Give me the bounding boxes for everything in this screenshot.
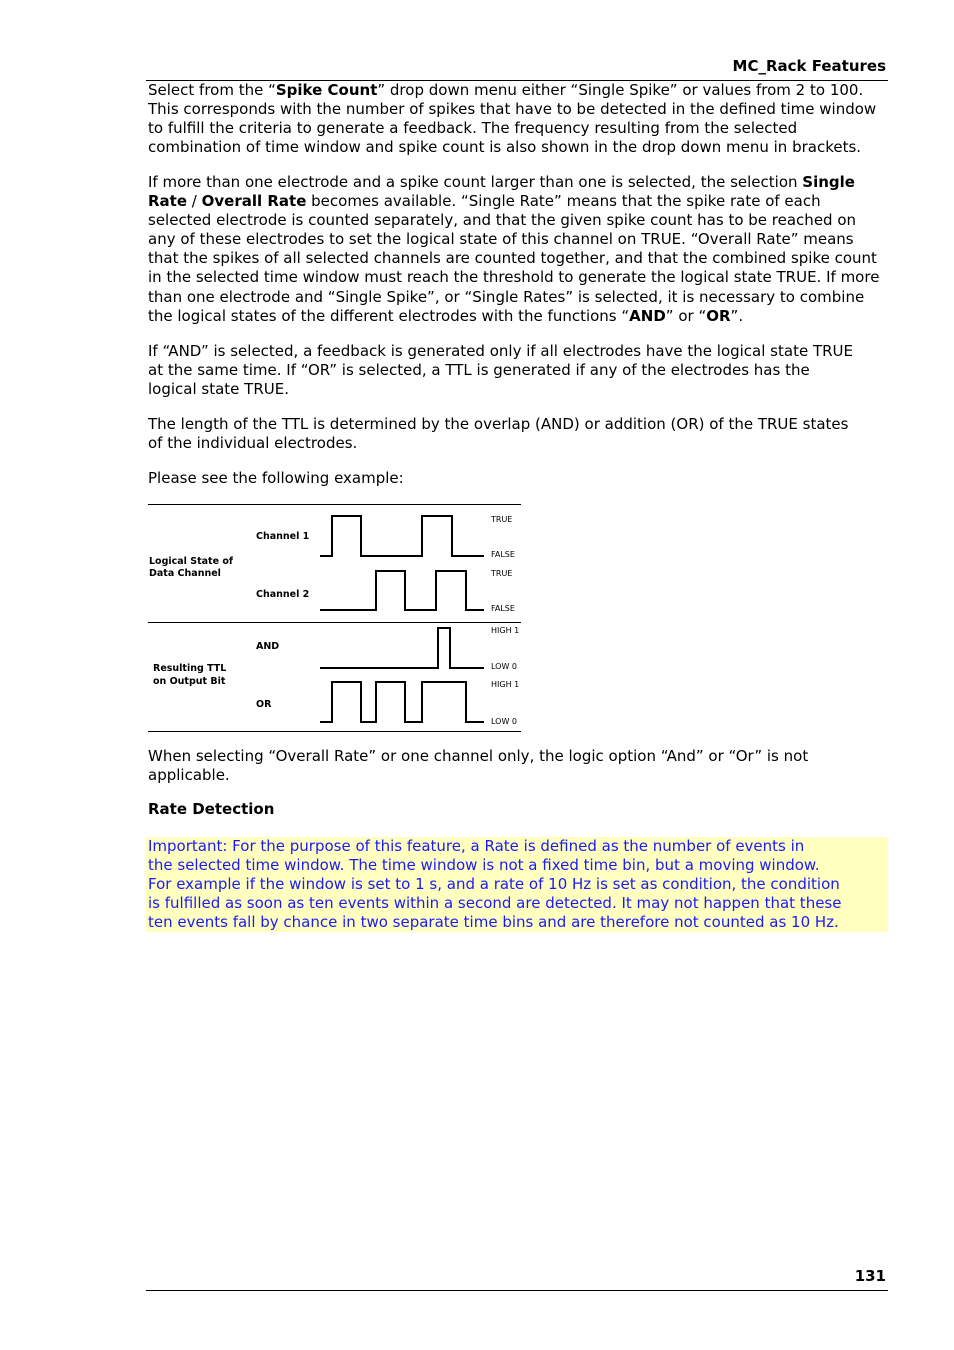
paragraph-example-intro: Please see the following example:: [148, 469, 404, 487]
note-line: the selected time window. The time window is not a fixed time bin, but a moving window.: [148, 856, 820, 875]
paragraph-and-or: If “AND” is selected, a feedback is generated only if all electrodes have the logical state TRUE at the same time. If “OR” is selected, a TTL is generated if any of the electrodes has the logical state TRUE.: [148, 342, 853, 399]
channel-2-false-label: FALSE: [491, 604, 515, 613]
section-heading-rate-detection: Rate Detection: [148, 800, 275, 818]
running-header: MC_Rack Features: [732, 57, 886, 75]
group-label-logical-state-1: Logical State of: [149, 556, 233, 567]
note-line: is fulfilled as soon as ten events within a second are detected. It may not happen that these: [148, 894, 842, 913]
channel-2-true-label: TRUE: [491, 569, 513, 578]
paragraph-single-overall-rate: If more than one electrode and a spike count larger than one is selected, the selection Single Rate / Overall Rate becomes available. “Single Rate” means that the spike rate of each selected electrode is counted separately, and that the given spike count has to be reached on any of these electrodes to set the logical state of this channel on TRUE. “Overall Rate” means that the spikes of all selected channels are counted together, and that the combined spike count in the selected time window must reach the threshold to generate the logical state TRUE. If more than one electrode and “Single Spike”, or “Single Rates” is selected, it is necessary to combine the logical states of the different electrodes with the functions “AND” or “OR”.: [148, 173, 880, 325]
or-high-label: HIGH 1: [491, 680, 520, 689]
channel-1-false-label: FALSE: [491, 550, 515, 559]
note-line: ten events fall by chance in two separate time bins and are therefore not counted as 10 Hz.: [148, 913, 839, 932]
and-waveform: [320, 628, 484, 668]
page-number: 131: [854, 1267, 886, 1285]
paragraph-overall-rate-note: When selecting “Overall Rate” or one channel only, the logic option “And” or “Or” is not applicable.: [148, 747, 809, 785]
group-label-resulting-ttl-2: on Output Bit: [153, 676, 226, 687]
and-low-label: LOW 0: [491, 662, 518, 671]
channel-1-true-label: TRUE: [491, 515, 513, 524]
channel-2-waveform: [320, 571, 484, 610]
channel-2-label: Channel 2: [256, 589, 310, 600]
logic-timing-diagram: [148, 500, 528, 736]
paragraph-ttl-length: The length of the TTL is determined by the overlap (AND) or addition (OR) of the TRUE states of the individual electrodes.: [148, 415, 849, 453]
and-high-label: HIGH 1: [491, 626, 520, 635]
channel-1-waveform: [320, 516, 484, 556]
and-label: AND: [256, 641, 280, 652]
group-label-logical-state-2: Data Channel: [149, 568, 221, 579]
footer-rule: [146, 1290, 888, 1291]
or-label: OR: [256, 699, 272, 710]
paragraph-spike-count: Select from the “Spike Count” drop down menu either “Single Spike” or values from 2 to 100. This corresponds with the number of spikes that have to be detected in the defined time window to fulfill the criteria to generate a feedback. The frequency resulting from the selected combination of time window and spike count is also shown in the drop down menu in brackets.: [148, 81, 877, 157]
or-low-label: LOW 0: [491, 717, 518, 726]
note-line: Important: For the purpose of this feature, a Rate is defined as the number of events in: [148, 837, 805, 855]
important-note-box: [146, 837, 888, 932]
or-waveform: [320, 682, 484, 722]
group-label-resulting-ttl-1: Resulting TTL: [153, 663, 227, 674]
note-line: For example if the window is set to 1 s, and a rate of 10 Hz is set as condition, the condition: [148, 875, 840, 894]
channel-1-label: Channel 1: [256, 531, 310, 542]
